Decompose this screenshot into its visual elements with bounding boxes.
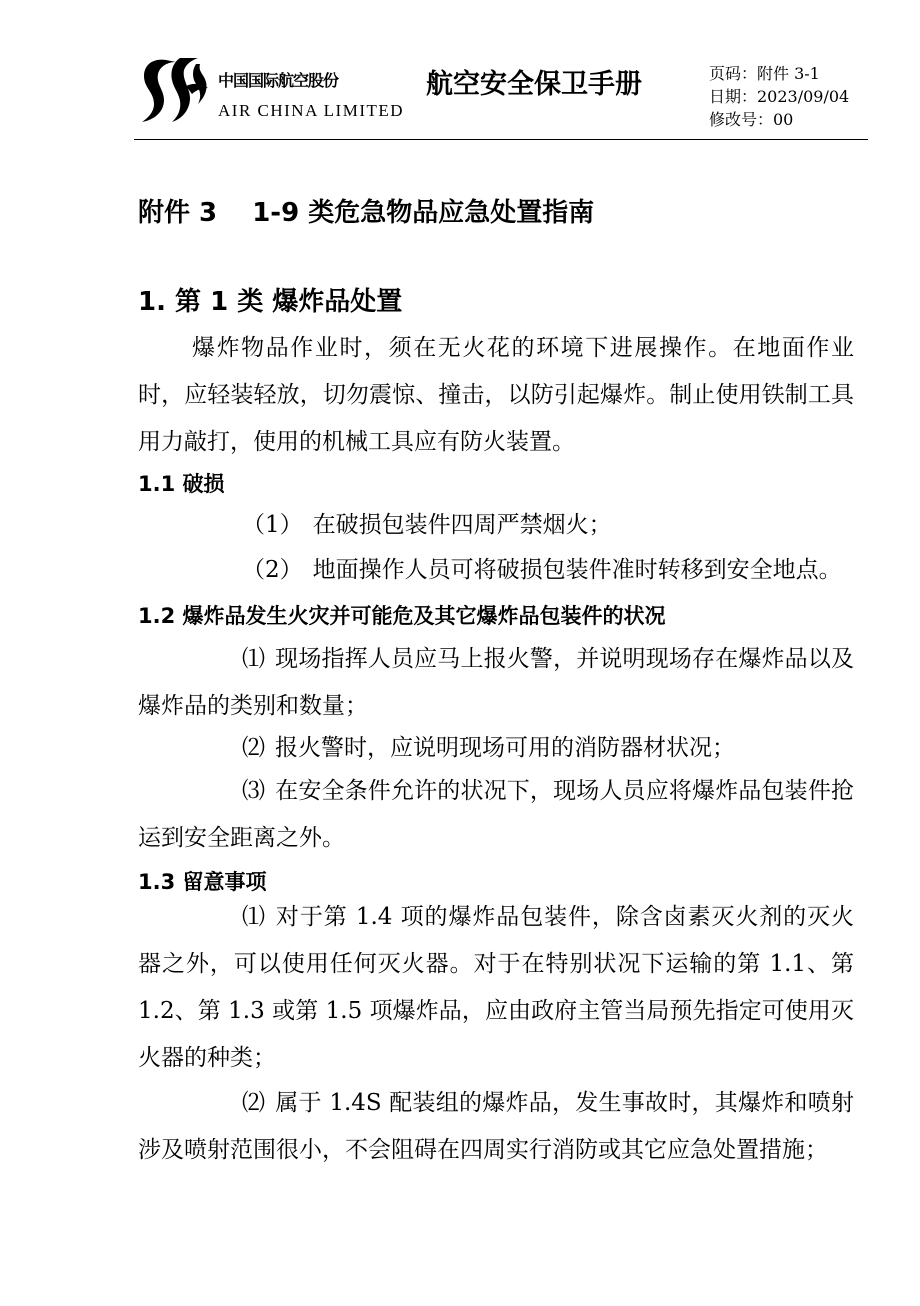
list-item <box>138 894 854 1082</box>
subsection-title: 1.1 破损 <box>138 472 225 496</box>
list-item-text: 报火警时，应说明现场可用的消防器材状况； <box>275 735 735 761</box>
list-item-number: ⑴ <box>242 904 265 930</box>
list-item-text: 对于第 1.4 项的爆炸品包装件，除含卤素灭火剂的灭火器之外，可以使用任何灭火器。对于在特别状况下运输的第 1.1、第 1.2、第 1.3 或第 1.5 项爆炸品，应由政府主管当局预先指定可使用灭火器的种类； <box>138 904 854 1071</box>
intro-paragraph: 爆炸物品作业时，须在无火花的环境下进展操作。在地面作业时，应轻装轻放，切勿震惊、撞击，以防引起爆炸。制止使用铁制工具用力敲打，使用的机械工具应有防火装置。 <box>138 335 854 455</box>
revision-label: 修改号：00 <box>709 110 794 129</box>
list-item-number: （2） <box>242 557 303 583</box>
list-item <box>138 547 854 594</box>
header-divider <box>134 139 868 140</box>
list-item-text: 地面操作人员可将破损包装件准时转移到安全地点。 <box>312 557 842 583</box>
list-item <box>138 1080 854 1174</box>
page-header <box>0 0 920 142</box>
manual-title: 航空安全保卫手册 <box>426 69 642 100</box>
list-item <box>138 725 854 772</box>
list-item <box>138 636 854 730</box>
list-item-text: 属于 1.4S 配装组的爆炸品，发生事故时，其爆炸和喷射涉及喷射范围很小，不会阻碍在四周实行消防或其它应急处置措施； <box>138 1090 854 1163</box>
page-number-label: 页码：附件 3-1 <box>709 64 820 83</box>
company-name-english: AIR CHINA LIMITED <box>218 101 405 120</box>
list-item <box>138 502 854 549</box>
document-title: 附件 3 1-9 类危急物品应急处置指南 <box>138 198 595 228</box>
subsection-title: 1.2 爆炸品发生火灾并可能危及其它爆炸品包装件的状况 <box>138 604 666 628</box>
list-item-number: （1） <box>242 512 303 538</box>
date-label: 日期：2023/09/04 <box>709 87 850 106</box>
section-title: 1. 第 1 类 爆炸品处置 <box>138 287 403 317</box>
air-china-phoenix-logo <box>136 52 212 124</box>
company-name-chinese: 中国国际航空股份 <box>218 71 339 90</box>
list-item-number: ⑴ <box>242 646 265 672</box>
list-item <box>138 768 854 862</box>
subsection-title: 1.3 留意事项 <box>138 870 267 894</box>
list-item-text: 现场指挥人员应马上报火警，并说明现场存在爆炸品以及爆炸品的类别和数量； <box>138 646 854 719</box>
list-item-text: 在破损包装件四周严禁烟火； <box>312 512 612 538</box>
list-item-number: ⑶ <box>242 778 265 804</box>
list-item-number: ⑵ <box>242 735 265 761</box>
list-item-number: ⑵ <box>242 1090 265 1116</box>
document-meta <box>709 62 849 131</box>
list-item-text: 在安全条件允许的状况下，现场人员应将爆炸品包装件抢运到安全距离之外。 <box>138 778 854 851</box>
